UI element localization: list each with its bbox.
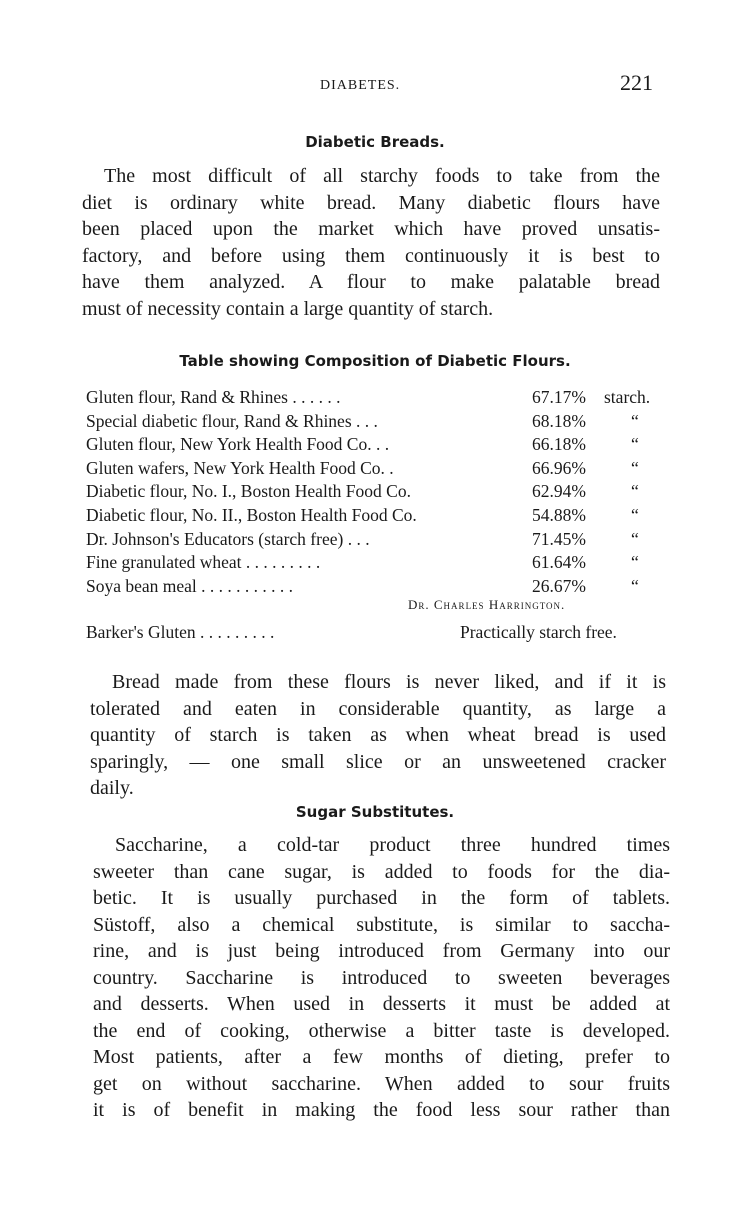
barker-gluten-row [86, 622, 666, 643]
flour-name: Special diabetic flour, Rand & Rhines . . . [86, 410, 378, 431]
text-line: quantity of starch is taken as when wheat bread is used [90, 724, 666, 746]
table-row [86, 411, 666, 435]
ditto-mark: “ [631, 504, 639, 525]
ditto-mark: “ [631, 457, 639, 478]
paragraph-sugar-substitutes [93, 832, 670, 1124]
text-line: sparingly, — one small slice or an unsweetened cracker [90, 750, 666, 773]
table-row [86, 458, 666, 482]
starch-percent: 71.45% [532, 528, 586, 549]
text-line: factory, and before using them continuously it is best to [82, 244, 660, 267]
running-head: DIABETES. [320, 78, 401, 93]
flour-name: Gluten flour, Rand & Rhines . . . . . . [86, 387, 341, 407]
flour-name: Barker's Gluten . . . . . . . . . [86, 622, 275, 642]
starch-value: Practically starch free. [460, 622, 617, 642]
table-row [86, 505, 666, 529]
starch-percent: 67.17% [532, 387, 586, 407]
table-row [86, 481, 666, 505]
text-line: Saccharine, a cold-tar product three hundred times [115, 834, 670, 856]
flour-name: Fine granulated wheat . . . . . . . . . [86, 552, 321, 573]
text-line: the end of cooking, otherwise a bitter taste is developed. [93, 1019, 670, 1042]
paragraph-bread-flours [90, 669, 666, 802]
text-line: must of necessity contain a large quantity of starch. [82, 297, 494, 320]
paragraph-diabetic-breads [82, 163, 660, 322]
table-row [86, 529, 666, 553]
table-row [86, 552, 666, 576]
text-line: diet is ordinary white bread. Many diabetic flours have [82, 191, 660, 214]
flour-name: Gluten flour, New York Health Food Co. . . [86, 434, 390, 455]
section-heading-sugar-substitutes: Sugar Substitutes. [295, 803, 455, 821]
text-line: Most patients, after a few months of dieting, prefer to [93, 1046, 670, 1068]
ditto-mark: “ [631, 481, 639, 502]
starch-percent: 66.18% [532, 434, 586, 455]
starch-percent: 61.64% [532, 552, 586, 573]
text-line: daily. [90, 777, 134, 799]
page-number: 221 [620, 70, 653, 95]
starch-percent: 66.96% [532, 457, 586, 478]
ditto-mark: “ [631, 528, 639, 549]
flour-name: Gluten wafers, New York Health Food Co. . [86, 457, 394, 478]
starch-percent: 26.67% [532, 575, 586, 596]
starch-percent: 68.18% [532, 410, 586, 431]
text-line: and desserts. When used in desserts it must be added at [93, 993, 670, 1015]
starch-percent: 62.94% [532, 481, 586, 502]
text-line: betic. It is usually purchased in the form of tablets. [93, 887, 670, 909]
starch-unit: starch. [604, 387, 651, 407]
table-row [86, 387, 666, 411]
text-line: country. Saccharine is introduced to sweeten beverages [93, 966, 670, 989]
starch-percent: 54.88% [532, 504, 586, 525]
flour-name: Dr. Johnson's Educators (starch free) . . . [86, 528, 370, 549]
ditto-mark: “ [631, 575, 639, 596]
text-line: been placed upon the market which have proved unsatis- [82, 218, 660, 240]
section-heading-diabetic-breads: Diabetic Breads. [305, 133, 445, 151]
text-line: Bread made from these flours is never liked, and if it is [112, 671, 666, 693]
ditto-mark: “ [631, 552, 639, 573]
text-line: tolerated and eaten in considerable quantity, as large a [90, 697, 666, 720]
text-line: have them analyzed. A flour to make palatable bread [82, 271, 660, 293]
table-row [86, 576, 666, 600]
flour-name: Diabetic flour, No. I., Boston Health Food Co. [86, 481, 411, 502]
table-row [86, 434, 666, 458]
text-line: rine, and is just being introduced from Germany into our [93, 940, 670, 962]
ditto-mark: “ [631, 434, 639, 455]
text-line: sweeter than cane sugar, is added to foods for the dia- [93, 860, 670, 883]
text-line: The most difficult of all starchy foods to take from the [104, 165, 660, 187]
text-line: it is of benefit in making the food less sour rather than [93, 1099, 670, 1121]
flour-composition-table [86, 387, 666, 599]
flour-name: Soya bean meal . . . . . . . . . . . [86, 575, 294, 596]
table-heading: Table showing Composition of Diabetic Flours. [179, 352, 571, 370]
text-line: get on without saccharine. When added to sour fruits [93, 1072, 670, 1095]
table-attribution: Dr. Charles Harrington. [408, 597, 566, 612]
flour-name: Diabetic flour, No. II., Boston Health Food Co. [86, 504, 417, 525]
ditto-mark: “ [631, 410, 639, 431]
text-line: Süstoff, also a chemical substitute, is similar to saccha- [93, 913, 670, 936]
